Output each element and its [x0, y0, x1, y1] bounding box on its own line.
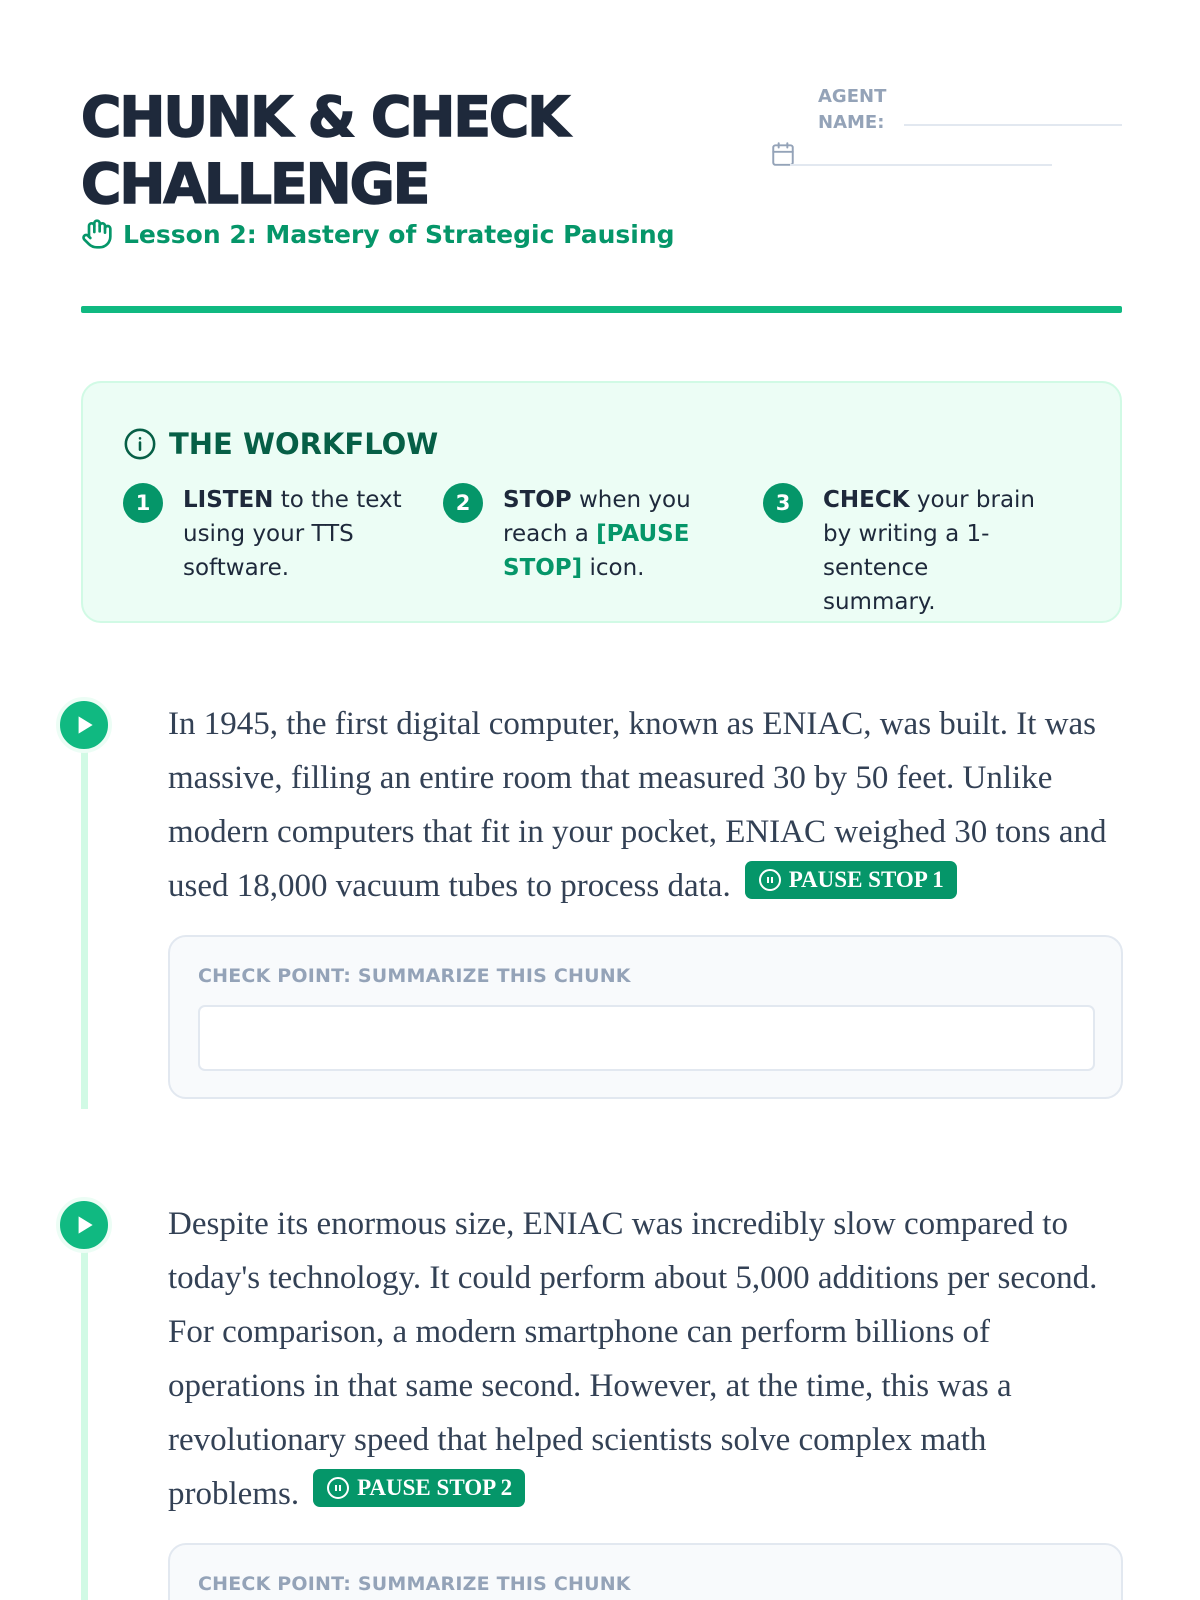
checkpoint-box [168, 1543, 1123, 1600]
step-keyword: LISTEN [183, 487, 274, 513]
step-text [183, 483, 403, 585]
step-text [823, 483, 1043, 619]
workflow-step [123, 483, 443, 619]
step-description-end: icon. [582, 555, 645, 581]
pause-stop-badge [313, 1469, 525, 1507]
step-number: 3 [763, 483, 803, 523]
pause-icon [326, 1476, 350, 1500]
info-icon [123, 427, 157, 461]
chunk-timeline [81, 1227, 88, 1600]
date-field[interactable] [790, 164, 1052, 166]
worksheet-header [81, 84, 1122, 324]
checkpoint-label: CHECK POINT: SUMMARIZE THIS CHUNK [198, 965, 631, 987]
workflow-step [443, 483, 763, 619]
agent-name-field[interactable] [904, 124, 1122, 126]
title-line-2: CHALLENGE [81, 152, 429, 216]
title-line-1: CHUNK & CHECK [81, 85, 568, 149]
agent-name-label: AGENT NAME: [818, 86, 887, 133]
play-icon [71, 712, 97, 738]
step-number: 1 [123, 483, 163, 523]
workflow-heading [123, 427, 438, 461]
header-divider [81, 306, 1122, 313]
step-description: when you reach a [503, 487, 691, 547]
step-text [503, 483, 723, 585]
play-button[interactable] [56, 697, 112, 753]
chunk-body: Despite its enormous size, ENIAC was incredibly slow compared to today's technology. It could perform about 5,000 additions per second. For comparison, a modern smartphone can perform billions of operations in that same second. However, at the time, this was a revolutionary speed that helped scientists solve complex math problems. [168, 1206, 1098, 1512]
checkpoint-box [168, 935, 1123, 1099]
lesson-title: Lesson 2: Mastery of Strategic Pausing [123, 219, 675, 249]
chunk-text [168, 697, 1123, 913]
workflow-steps [123, 483, 1083, 619]
chunk-timeline [81, 727, 88, 1109]
play-button[interactable] [56, 1197, 112, 1253]
step-description: to the text using your TTS software. [183, 487, 402, 581]
page-title [81, 84, 641, 218]
pause-icon [758, 868, 782, 892]
step-keyword: CHECK [823, 487, 910, 513]
play-icon [71, 1212, 97, 1238]
lesson-subtitle [81, 218, 675, 250]
pause-stop-label: PAUSE STOP 1 [788, 867, 944, 892]
pause-stop-highlight: [PAUSE STOP] [503, 521, 690, 581]
reading-chunk [56, 1197, 1122, 1600]
pause-stop-label: PAUSE STOP 2 [357, 1475, 513, 1500]
workflow-title: THE WORKFLOW [169, 427, 439, 461]
chunk-text [168, 1197, 1123, 1521]
checkpoint-label: CHECK POINT: SUMMARIZE THIS CHUNK [198, 1573, 631, 1595]
workflow-step [763, 483, 1083, 619]
step-number: 2 [443, 483, 483, 523]
reading-chunk [56, 697, 1122, 1117]
step-description: your brain by writing a 1-sentence summary. [823, 487, 1036, 615]
workflow-panel [81, 381, 1122, 623]
step-keyword: STOP [503, 487, 572, 513]
pause-stop-badge [745, 861, 957, 899]
chunk-body: In 1945, the first digital computer, known as ENIAC, was built. It was massive, filling an entire room that measured 30 by 50 feet. Unlike modern computers that fit in your pocket, ENIAC weighed 30 tons and used 18,000 vacuum tubes to process data. [168, 706, 1107, 904]
hand-icon [81, 218, 113, 250]
agent-fields [818, 84, 1122, 184]
summary-input[interactable] [198, 1005, 1095, 1071]
